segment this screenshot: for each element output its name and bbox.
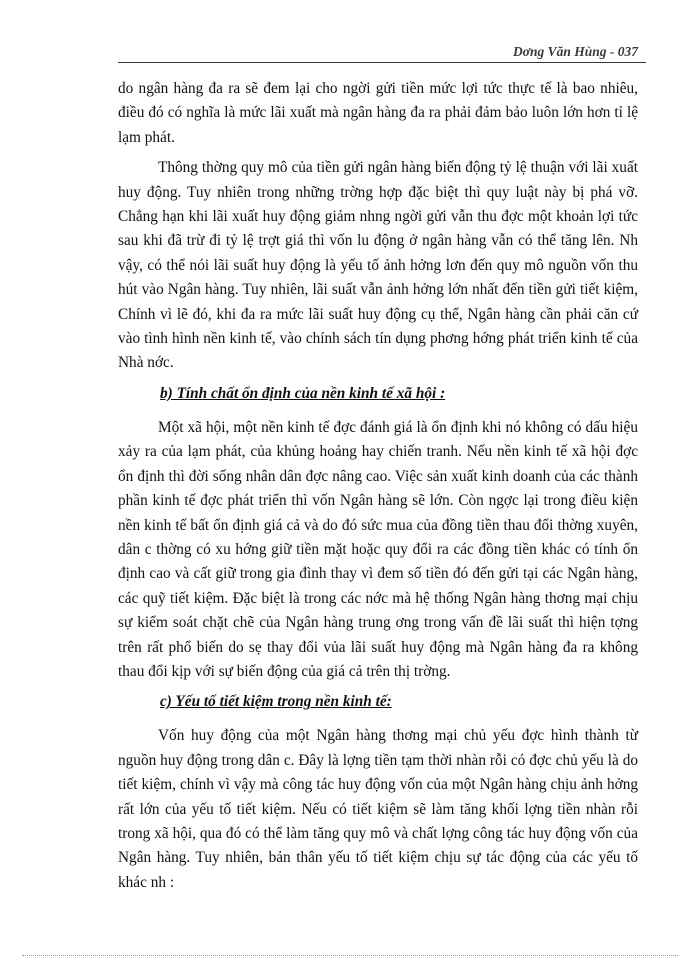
section-heading-b: b) Tính chất ổn định của nền kinh tế xã hội : [160,384,446,402]
paragraph-interest-rate: Thông thờng quy mô của tiền gửi ngân hàng biến động tỷ lệ thuận với lãi xuất huy động. Tuy nhiên trong những trờng hợp đặc biệt thì quy luật này bị phá vỡ. Chẳng hạn khi lãi xuất huy động giảm nhng ngời gửi vẫn thu đợc một khoản lợi tức sau khi đã trừ đi tỷ lệ trợt giá thì vốn lu động ở ngân hàng vẫn có thể tăng lên. Nh vậy, có thể nói lãi suất huy động là yếu tố ảnh hởng lơn đến quy mô nguồn vốn thu hút vào Ngân hàng. Tuy nhiên, lãi suất vẫn ảnh hởng lớn nhất đến tiền gửi tiết kiệm, Chính vì lẽ đó, khi đa ra mức lãi suất huy động cụ thể, Ngân hàng cần phải căn cứ vào tình hình nền kinh tế, vào chính sách tín dụng phơng hớng phát triển kinh tế của Nhà nớc. [118,159,638,372]
paragraph-continued: do ngân hàng đa ra sẽ đem lại cho ngời gửi tiền mức lợi tức thực tế là bao nhiêu, điều đó có nghĩa là mức lãi xuất mà ngân hàng đa ra phải đảm bảo luôn lớn hơn tỉ lệ lạm phát. [118,80,638,146]
header-divider [118,62,646,63]
paragraph-stability: Một xã hội, một nền kinh tế đợc đánh giá là ổn định khi nó không có dấu hiệu xảy ra của lạm phát, của khủng hoảng hay chiến tranh. Nếu nền kinh tế xã hội đợc ổn định thì đời sống nhân dân đợc nâng cao. Việc sản xuất kinh doanh của các thành phần kinh tế đợc phát triển thì vốn Ngân hàng sẽ lớn. Còn ngợc lại trong điều kiện nền kinh tế bất ổn định giá cả và do đó sức mua của đồng tiền thau đổi thờng xuyên, dân c thờng có xu hớng giữ tiền mặt hoặc quy đổi ra các đồng tiền khác có tính ổn định cao và cất giữ trong gia đình thay vì đem số tiền đó đến gửi tại các Ngân hàng, các quỹ tiết kiệm. Đặc biệt là trong các nớc mà hệ thống Ngân hàng thơng mại chịu sự kiểm soát chặt chẽ của Ngân hàng trung ơng trong vấn đề lãi suất thì hiện tợng trên rất phổ biến do sẹ thay đổi vủa lãi suất huy động mà Ngân hàng đa ra không thau đổi kịp với sự biến động của giá cả trên thị trờng. [118,418,638,680]
document-body [118,77,638,901]
footer-divider [22,955,678,956]
section-heading-c: c) Yếu tố tiết kiệm trong nền kinh tế: [160,693,392,711]
paragraph-savings: Vốn huy động của một Ngân hàng thơng mại chủ yếu đợc hình thành từ nguồn huy động trong dân c. Đây là lợng tiền tạm thời nhàn rỗi có đợc chủ yếu là do tiết kiệm, chính vì vậy mà công tác huy động vốn của một Ngân hàng chịu ảnh hởng rất lớn của yếu tố tiết kiệm. Nếu có tiết kiệm sẽ làm tăng khối lợng tiền nhàn rỗi trong xã hội, qua đó có thể làm tăng quy mô và chất lợng công tác huy động vốn của Ngân hàng. Tuy nhiên, bản thân yếu tố tiết kiệm chịu sự tác động của các yếu tố khác nh : [118,727,638,891]
page-header-author: Dơng Văn Hùng - 037 [512,44,638,59]
